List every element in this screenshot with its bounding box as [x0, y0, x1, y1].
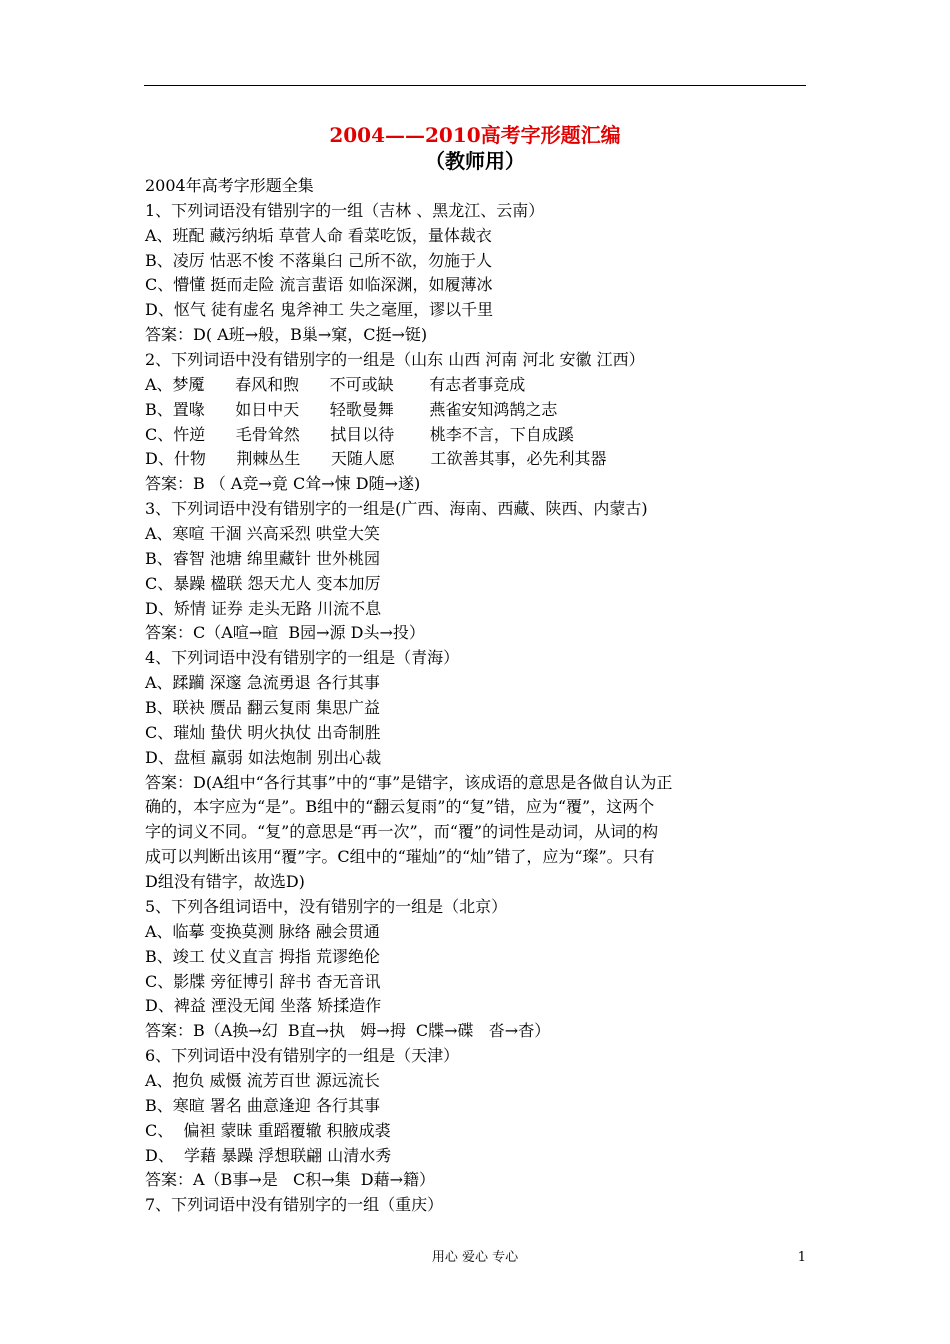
- text-line: C、暴躁 楹联 怨天尤人 变本加厉: [145, 573, 381, 593]
- text-line: 确的，本字应为“是”。B组中的“翻云复雨”的“复”错，应为“覆”，这两个: [145, 797, 655, 817]
- text-line: D、裨益 湮没无闻 坐落 矫揉造作: [145, 996, 382, 1016]
- text-line: B、寒暄 署名 曲意逢迎 各行其事: [145, 1095, 381, 1115]
- text-line: 答案：C（A喧→暄 B园→源 D头→投）: [145, 623, 425, 643]
- text-line: A、蹂躏 深邃 急流勇退 各行其事: [145, 673, 380, 693]
- text-line: 2、下列词语中没有错别字的一组是（山东 山西 河南 河北 安徽 江西）: [145, 350, 645, 370]
- text-line: D、什物 荆棘丛生 天随人愿 工欲善其事，必先利其器: [145, 449, 607, 469]
- text-line: 答案：B（A换→幻 B直→执 姆→拇 C牒→碟 沓→杳）: [145, 1021, 551, 1041]
- text-line: D、怄气 徒有虚名 鬼斧神工 失之毫厘，谬以千里: [145, 300, 494, 320]
- text-line: A、班配 藏污纳垢 草菅人命 看菜吃饭，量体裁衣: [145, 225, 492, 245]
- text-line: C、影牒 旁征博引 辞书 杳无音讯: [145, 971, 381, 991]
- text-line: 答案：A（B事→是 C积→集 D藉→籍）: [145, 1170, 436, 1190]
- text-line: 答案：B （ A竞→竟 C耸→悚 D随→遂): [145, 474, 421, 494]
- text-line: C、 偏袒 蒙昧 重蹈覆辙 积腋成裘: [145, 1120, 391, 1140]
- text-line: D组没有错字，故选D): [145, 872, 305, 892]
- footer-text: 用心 爱心 专心: [431, 1250, 519, 1265]
- text-line: B、联袂 赝品 翻云复雨 集思广益: [145, 698, 381, 718]
- text-line: A、梦魇 春风和煦 不可或缺 有志者事竞成: [145, 374, 526, 394]
- text-line: C、忤逆 毛骨耸然 拭目以待 桃李不言，下自成蹊: [145, 424, 574, 444]
- document-title: 2004——2010高考字形题汇编: [329, 123, 621, 147]
- text-line: 5、下列各组词语中，没有错别字的一组是（北京）: [145, 896, 508, 916]
- text-line: A、临摹 变换莫测 脉络 融会贯通: [145, 921, 380, 941]
- text-line: D、 学藉 暴躁 浮想联翩 山清水秀: [145, 1145, 392, 1165]
- page-number: 1: [797, 1250, 806, 1265]
- text-line: 7、下列词语中没有错别字的一组（重庆）: [145, 1195, 444, 1215]
- text-line: A、寒喧 干涸 兴高采烈 哄堂大笑: [145, 524, 380, 544]
- text-line: 字的词义不同。“复”的意思是“再一次”，而“覆”的词性是动词，从词的构: [145, 822, 659, 842]
- text-line: B、睿智 池塘 绵里藏针 世外桃园: [145, 548, 381, 568]
- text-line: 成可以判断出该用“覆”字。C组中的“璀灿”的“灿”错了，应为“璨”。只有: [145, 847, 655, 867]
- text-line: B、凌厉 怙恶不悛 不落巢臼 己所不欲，勿施于人: [145, 250, 493, 270]
- text-line: C、璀灿 蛰伏 明火执仗 出奇制胜: [145, 722, 381, 742]
- text-line: C、懵懂 挺而走险 流言蜚语 如临深渊，如履薄冰: [145, 275, 493, 295]
- document-body: [145, 174, 809, 1218]
- header-rule: [144, 85, 806, 86]
- text-line: D、矫情 证券 走头无路 川流不息: [145, 598, 382, 618]
- text-line: B、竣工 仗义直言 拇指 荒谬绝伦: [145, 946, 381, 966]
- text-line: 4、下列词语中没有错别字的一组是（青海）: [145, 648, 460, 668]
- text-line: A、抱负 威慑 流芳百世 源远流长: [145, 1070, 380, 1090]
- text-line: 答案：D(A组中“各行其事”中的“事”是错字，该成语的意思是各做自认为正: [145, 772, 673, 792]
- text-line: 6、下列词语中没有错别字的一组是（天津）: [145, 1046, 460, 1066]
- text-line: 3、下列词语中没有错别字的一组是(广西、海南、西藏、陕西、内蒙古): [145, 499, 648, 519]
- document-subtitle: （教师用）: [425, 149, 525, 173]
- text-line: D、盘桓 羸弱 如法炮制 别出心裁: [145, 747, 382, 767]
- text-line: 1、下列词语没有错别字的一组（吉林 、黑龙江、云南）: [145, 200, 545, 220]
- text-line: B、置喙 如日中天 轻歌曼舞 燕雀安知鸿鹄之志: [145, 399, 558, 419]
- text-line: 2004年高考字形题全集: [145, 176, 314, 195]
- text-line: 答案：D( A班→般，B巢→窠，C挺→铤): [145, 325, 428, 345]
